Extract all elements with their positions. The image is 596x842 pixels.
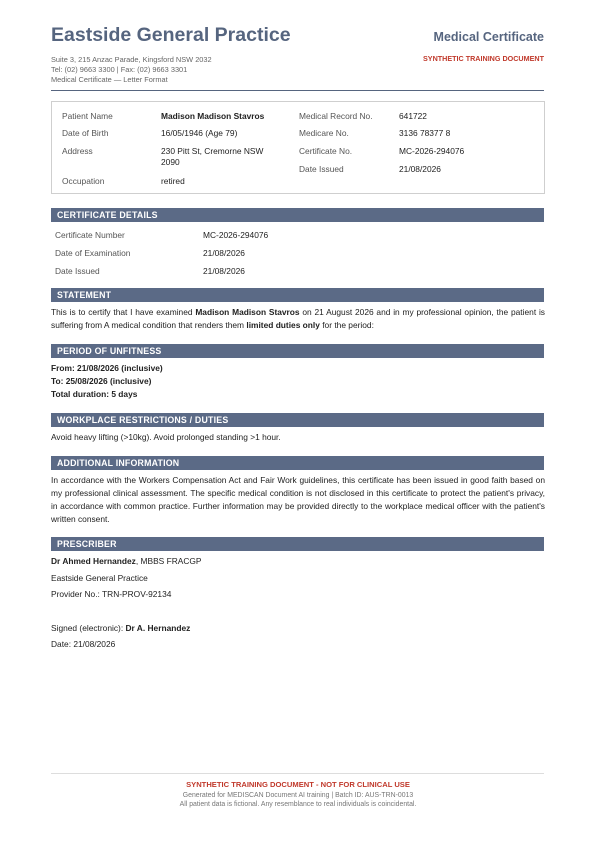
unfit-from: From: 21/08/2026 (inclusive) — [51, 363, 163, 373]
prescriber-name-line — [51, 556, 201, 566]
clinic-contact: Tel: (02) 9663 3300 | Fax: (02) 9663 3301 — [51, 65, 188, 74]
patient-name-label: Patient Name — [62, 111, 113, 121]
prescriber-name: Dr Ahmed Hernandez — [51, 556, 136, 566]
restrictions-heading: WORKPLACE RESTRICTIONS / DUTIES — [51, 413, 544, 427]
prescriber-qualifications: , MBBS FRACGP — [135, 556, 202, 566]
unfit-total: Total duration: 5 days — [51, 389, 138, 399]
occupation-value: retired — [161, 176, 185, 186]
statement-patient-name: Madison Madison Stavros — [195, 307, 300, 317]
prescriber-heading: PRESCRIBER — [51, 537, 544, 551]
document-title: Medical Certificate — [433, 30, 544, 44]
statement-text: This is to certify that I have examined Madison Madison Stavros on 21 August 2026 and in my professional opinion, the patient is suffering from A medical condition that renders them limited duties only for the period: — [51, 307, 545, 330]
restrictions-text: Avoid heavy lifting (>10kg). Avoid prolonged standing >1 hour. — [51, 432, 281, 442]
additional-info-heading: ADDITIONAL INFORMATION — [51, 456, 544, 470]
signature-date: Date: 21/08/2026 — [51, 639, 116, 649]
prescriber-practice: Eastside General Practice — [51, 573, 148, 583]
patient-info-box — [51, 101, 545, 194]
synthetic-label: SYNTHETIC TRAINING DOCUMENT — [423, 54, 544, 63]
footer-warning: SYNTHETIC TRAINING DOCUMENT - NOT FOR CLINICAL USE — [186, 780, 410, 789]
exam-date-value: 21/08/2026 — [203, 248, 245, 258]
mrn-label: Medical Record No. — [299, 111, 373, 121]
duty-status: limited duties only — [246, 320, 320, 330]
issued-date-value: 21/08/2026 — [203, 266, 245, 276]
date-issued-value: 21/08/2026 — [399, 164, 441, 174]
patient-name: Madison Madison Stavros — [161, 111, 265, 121]
address-label: Address — [62, 146, 93, 156]
issued-date-label: Date Issued — [55, 266, 100, 276]
certificate-no-value: MC-2026-294076 — [399, 146, 465, 156]
mrn-value: 641722 — [399, 111, 427, 121]
medicare-value: 3136 78377 8 — [399, 128, 451, 138]
exam-date-label: Date of Examination — [55, 248, 131, 258]
dob-label: Date of Birth — [62, 128, 109, 138]
unfitness-heading: PERIOD OF UNFITNESS — [51, 344, 544, 358]
certificate-no-label: Certificate No. — [299, 146, 353, 156]
clinic-address: Suite 3, 215 Anzac Parade, Kingsford NSW 2032 — [51, 55, 212, 64]
address-line-2: 2090 — [161, 157, 180, 167]
unfit-to: To: 25/08/2026 (inclusive) — [51, 376, 152, 386]
cert-number-label: Certificate Number — [55, 230, 125, 240]
occupation-label: Occupation — [62, 176, 105, 186]
footer-divider — [51, 773, 544, 774]
document-format: Medical Certificate — Letter Format — [51, 75, 168, 84]
footer-generated: Generated for MEDISCAN Document AI training | Batch ID: AUS-TRN-0013 — [182, 792, 414, 799]
certificate-details-heading: CERTIFICATE DETAILS — [51, 208, 544, 222]
medicare-label: Medicare No. — [299, 128, 349, 138]
provider-number: Provider No.: TRN-PROV-92134 — [51, 589, 172, 599]
statement-heading: STATEMENT — [51, 288, 544, 302]
cert-number-value: MC-2026-294076 — [203, 230, 269, 240]
signature-line: Signed (electronic): Dr A. Hernandez — [51, 623, 191, 633]
address-line-1: 230 Pitt St, Cremorne NSW — [161, 146, 264, 156]
date-issued-label: Date Issued — [299, 164, 344, 174]
footer-disclaimer: All patient data is fictional. Any resemblance to real individuals is coincidental. — [179, 801, 417, 808]
additional-info-text: In accordance with the Workers Compensation Act and Fair Work guidelines, this certificate has been issued in good faith based on my professional clinical assessment. The specific medical condition is not disclosed in this certificate to protect the patient's privacy, in accordance with common practice. Further information may be provided directly to the workplace medical officer with the patient's written consent. — [51, 475, 545, 524]
header-divider — [51, 90, 544, 91]
clinic-name: Eastside General Practice — [51, 24, 291, 46]
dob-value: 16/05/1946 (Age 79) — [161, 128, 238, 138]
signature-name: Dr A. Hernandez — [125, 623, 191, 633]
